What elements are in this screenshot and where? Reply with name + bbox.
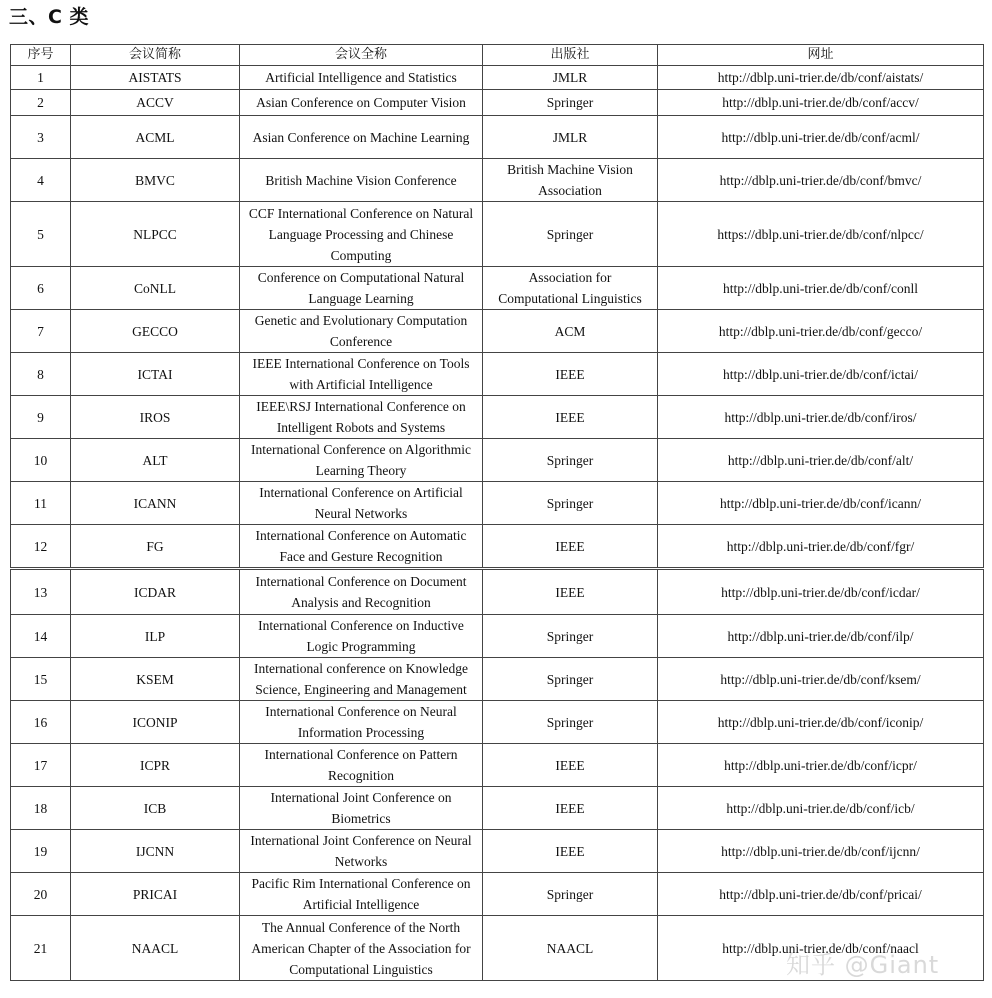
column-header-no: 序号 — [11, 45, 71, 66]
conference-abbreviation: IJCNN — [71, 830, 240, 873]
conference-url[interactable]: http://dblp.uni-trier.de/db/conf/conll — [658, 267, 984, 310]
conference-abbreviation: ACCV — [71, 90, 240, 116]
publisher: Springer — [483, 202, 658, 267]
conference-url[interactable]: http://dblp.uni-trier.de/db/conf/fgr/ — [658, 525, 984, 569]
conference-abbreviation: AISTATS — [71, 66, 240, 90]
table-row — [11, 744, 984, 787]
publisher: NAACL — [483, 916, 658, 981]
publisher: IEEE — [483, 353, 658, 396]
row-number: 4 — [11, 159, 71, 202]
publisher: Springer — [483, 701, 658, 744]
conference-url[interactable]: http://dblp.uni-trier.de/db/conf/ilp/ — [658, 615, 984, 658]
row-number: 17 — [11, 744, 71, 787]
publisher: Springer — [483, 482, 658, 525]
conference-abbreviation: ALT — [71, 439, 240, 482]
publisher: Springer — [483, 615, 658, 658]
row-number: 8 — [11, 353, 71, 396]
table-row — [11, 396, 984, 439]
table-row — [11, 569, 984, 615]
conference-abbreviation: GECCO — [71, 310, 240, 353]
conference-full-name: International Conference on Inductive Logic Programming — [240, 615, 483, 658]
publisher: Springer — [483, 873, 658, 916]
column-header-publisher: 出版社 — [483, 45, 658, 66]
conference-abbreviation: ACML — [71, 116, 240, 159]
conference-abbreviation: NLPCC — [71, 202, 240, 267]
table-row — [11, 310, 984, 353]
table-row — [11, 916, 984, 981]
conference-url[interactable]: http://dblp.uni-trier.de/db/conf/bmvc/ — [658, 159, 984, 202]
conference-full-name: International Conference on Artificial Neural Networks — [240, 482, 483, 525]
conference-full-name: International Joint Conference on Biometrics — [240, 787, 483, 830]
table-row — [11, 267, 984, 310]
row-number: 7 — [11, 310, 71, 353]
conference-full-name: International Joint Conference on Neural Networks — [240, 830, 483, 873]
table-row — [11, 873, 984, 916]
table-row — [11, 439, 984, 482]
publisher: JMLR — [483, 66, 658, 90]
table-header-row — [11, 45, 984, 66]
conference-full-name: International Conference on Neural Information Processing — [240, 701, 483, 744]
conference-abbreviation: ICPR — [71, 744, 240, 787]
row-number: 19 — [11, 830, 71, 873]
conference-full-name: International Conference on Algorithmic Learning Theory — [240, 439, 483, 482]
publisher: Springer — [483, 658, 658, 701]
conference-full-name: IEEE\RSJ International Conference on Intelligent Robots and Systems — [240, 396, 483, 439]
conference-table — [10, 44, 984, 981]
conference-url[interactable]: http://dblp.uni-trier.de/db/conf/iros/ — [658, 396, 984, 439]
conference-url[interactable]: http://dblp.uni-trier.de/db/conf/alt/ — [658, 439, 984, 482]
conference-full-name: Conference on Computational Natural Language Learning — [240, 267, 483, 310]
column-header-abbr: 会议简称 — [71, 45, 240, 66]
conference-full-name: Pacific Rim International Conference on Artificial Intelligence — [240, 873, 483, 916]
conference-abbreviation: ICANN — [71, 482, 240, 525]
conference-abbreviation: CoNLL — [71, 267, 240, 310]
row-number: 16 — [11, 701, 71, 744]
publisher: Association for Computational Linguistics — [483, 267, 658, 310]
table-row — [11, 202, 984, 267]
conference-full-name: International Conference on Pattern Recognition — [240, 744, 483, 787]
conference-abbreviation: ICB — [71, 787, 240, 830]
table-row — [11, 615, 984, 658]
publisher: IEEE — [483, 396, 658, 439]
table-row — [11, 830, 984, 873]
conference-url[interactable]: http://dblp.uni-trier.de/db/conf/ijcnn/ — [658, 830, 984, 873]
publisher: IEEE — [483, 744, 658, 787]
conference-url[interactable]: http://dblp.uni-trier.de/db/conf/icann/ — [658, 482, 984, 525]
row-number: 13 — [11, 569, 71, 615]
table-row — [11, 701, 984, 744]
conference-full-name: Genetic and Evolutionary Computation Conference — [240, 310, 483, 353]
row-number: 10 — [11, 439, 71, 482]
conference-abbreviation: ICDAR — [71, 569, 240, 615]
row-number: 1 — [11, 66, 71, 90]
table-row — [11, 90, 984, 116]
conference-url[interactable]: http://dblp.uni-trier.de/db/conf/accv/ — [658, 90, 984, 116]
conference-abbreviation: PRICAI — [71, 873, 240, 916]
table-row — [11, 353, 984, 396]
table-row — [11, 116, 984, 159]
conference-url[interactable]: http://dblp.uni-trier.de/db/conf/ksem/ — [658, 658, 984, 701]
conference-url[interactable]: http://dblp.uni-trier.de/db/conf/iconip/ — [658, 701, 984, 744]
row-number: 21 — [11, 916, 71, 981]
conference-abbreviation: NAACL — [71, 916, 240, 981]
publisher: British Machine Vision Association — [483, 159, 658, 202]
conference-full-name: Asian Conference on Machine Learning — [240, 116, 483, 159]
table-row — [11, 159, 984, 202]
section-heading: 三、C 类 — [9, 6, 90, 28]
row-number: 14 — [11, 615, 71, 658]
conference-full-name: International Conference on Document Analysis and Recognition — [240, 569, 483, 615]
conference-full-name: International conference on Knowledge Science, Engineering and Management — [240, 658, 483, 701]
table-row — [11, 787, 984, 830]
conference-url[interactable]: http://dblp.uni-trier.de/db/conf/gecco/ — [658, 310, 984, 353]
table-row — [11, 66, 984, 90]
publisher: ACM — [483, 310, 658, 353]
row-number: 6 — [11, 267, 71, 310]
conference-full-name: Artificial Intelligence and Statistics — [240, 66, 483, 90]
conference-full-name: IEEE International Conference on Tools with Artificial Intelligence — [240, 353, 483, 396]
conference-abbreviation: KSEM — [71, 658, 240, 701]
conference-url[interactable]: http://dblp.uni-trier.de/db/conf/aistats/ — [658, 66, 984, 90]
row-number: 11 — [11, 482, 71, 525]
table-row — [11, 658, 984, 701]
row-number: 9 — [11, 396, 71, 439]
conference-full-name: International Conference on Automatic Face and Gesture Recognition — [240, 525, 483, 569]
row-number: 5 — [11, 202, 71, 267]
conference-full-name: The Annual Conference of the North American Chapter of the Association for Computational Linguistics — [240, 916, 483, 981]
conference-url[interactable]: http://dblp.uni-trier.de/db/conf/icdar/ — [658, 569, 984, 615]
publisher: IEEE — [483, 830, 658, 873]
conference-abbreviation: FG — [71, 525, 240, 569]
conference-full-name: CCF International Conference on Natural Language Processing and Chinese Computing — [240, 202, 483, 267]
table-body — [11, 66, 984, 981]
table-row — [11, 482, 984, 525]
row-number: 20 — [11, 873, 71, 916]
table-row — [11, 525, 984, 569]
publisher: IEEE — [483, 569, 658, 615]
publisher: Springer — [483, 90, 658, 116]
column-header-full-name: 会议全称 — [240, 45, 483, 66]
conference-url[interactable]: http://dblp.uni-trier.de/db/conf/naacl — [658, 916, 984, 981]
publisher: JMLR — [483, 116, 658, 159]
row-number: 2 — [11, 90, 71, 116]
row-number: 3 — [11, 116, 71, 159]
row-number: 12 — [11, 525, 71, 569]
conference-abbreviation: ICONIP — [71, 701, 240, 744]
column-header-url: 网址 — [658, 45, 984, 66]
conference-abbreviation: ILP — [71, 615, 240, 658]
conference-full-name: British Machine Vision Conference — [240, 159, 483, 202]
conference-url[interactable]: http://dblp.uni-trier.de/db/conf/icb/ — [658, 787, 984, 830]
conference-abbreviation: BMVC — [71, 159, 240, 202]
publisher: IEEE — [483, 525, 658, 569]
row-number: 15 — [11, 658, 71, 701]
publisher: Springer — [483, 439, 658, 482]
conference-url[interactable]: http://dblp.uni-trier.de/db/conf/icpr/ — [658, 744, 984, 787]
publisher: IEEE — [483, 787, 658, 830]
conference-abbreviation: IROS — [71, 396, 240, 439]
conference-abbreviation: ICTAI — [71, 353, 240, 396]
conference-url[interactable]: https://dblp.uni-trier.de/db/conf/nlpcc/ — [658, 202, 984, 267]
row-number: 18 — [11, 787, 71, 830]
conference-url[interactable]: http://dblp.uni-trier.de/db/conf/ictai/ — [658, 353, 984, 396]
conference-url[interactable]: http://dblp.uni-trier.de/db/conf/pricai/ — [658, 873, 984, 916]
conference-url[interactable]: http://dblp.uni-trier.de/db/conf/acml/ — [658, 116, 984, 159]
watermark-logo: 知乎 @Giant — [786, 951, 940, 979]
conference-full-name: Asian Conference on Computer Vision — [240, 90, 483, 116]
